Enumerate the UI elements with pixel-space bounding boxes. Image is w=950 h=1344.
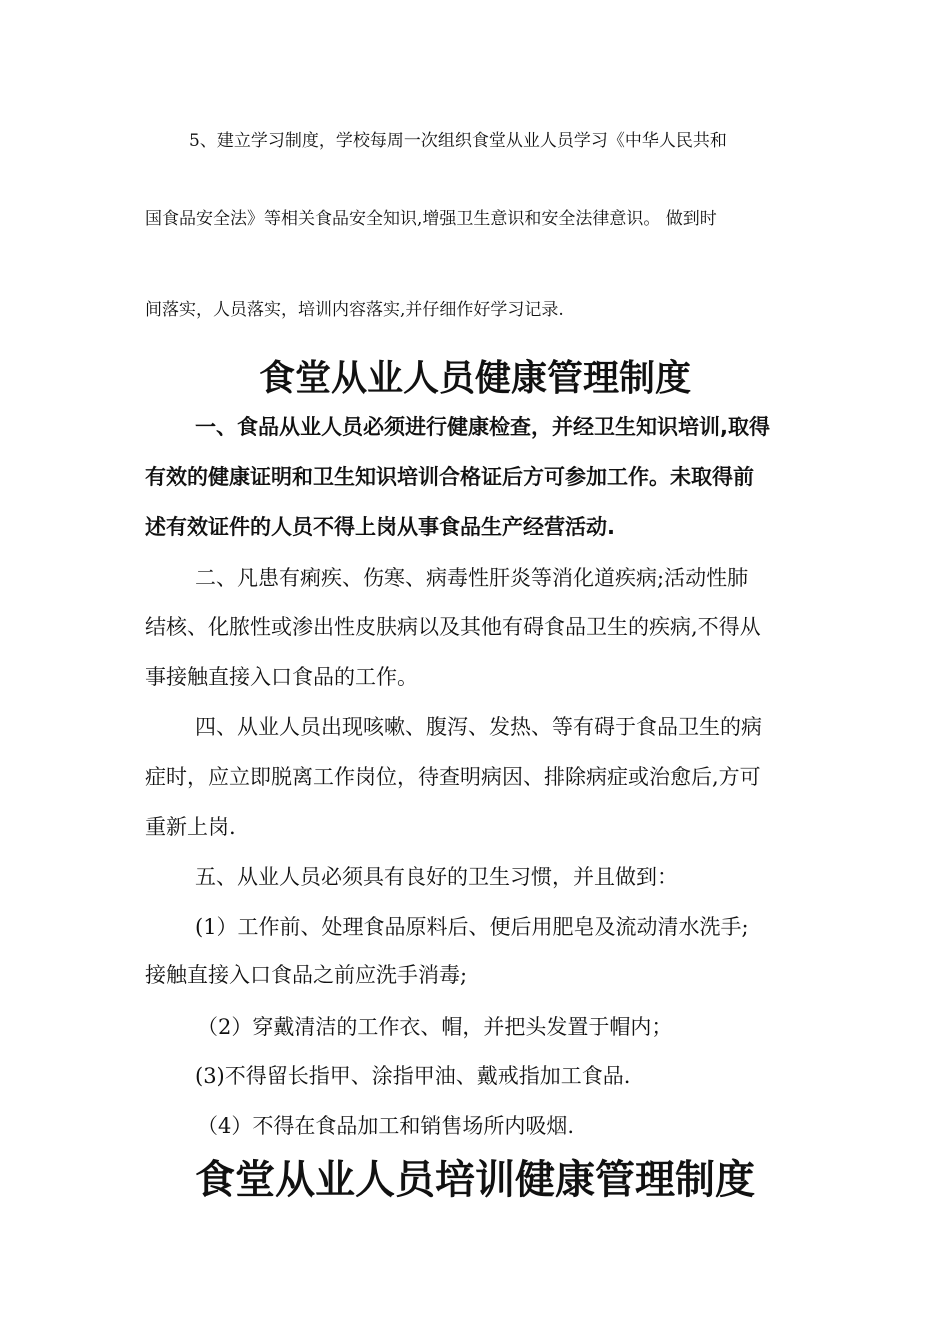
section5-line-2: 国食品安全法》等相关食品安全知识,增强卫生意识和安全法律意识。 做到时 [145,209,717,229]
item5-sub1-line-2: 接触直接入口食品之前应洗手消毒; [145,963,468,987]
item2-line-3: 事接触直接入口食品的工作。 [145,665,418,689]
item5-intro: 五、从业人员必须具有良好的卫生习惯，并且做到： [195,865,678,889]
item4-line-1: 四、从业人员出现咳嗽、腹泻、发热、等有碍于食品卫生的病 [195,715,762,739]
item5-sub1-line-1: (1）工作前、处理食品原料后、便后用肥皂及流动清水洗手; [195,915,749,939]
item4-line-2: 症时，应立即脱离工作岗位，待查明病因、排除病症或治愈后,方可 [145,765,761,789]
item5-sub3: (3)不得留长指甲、涂指甲油、戴戒指加工食品. [195,1064,631,1088]
item2-line-1: 二、凡患有痢疾、伤寒、病毒性肝炎等消化道疾病;活动性肺 [195,566,749,590]
health-management-title: 食堂从业人员健康管理制度 [258,358,691,399]
item5-sub4: （4）不得在食品加工和销售场所内吸烟. [197,1114,575,1138]
section5-line-3: 间落实，人员落实，培训内容落实,并仔细作好学习记录. [145,300,564,320]
item4-line-3: 重新上岗. [145,815,236,839]
item5-sub2: （2）穿戴清洁的工作衣、帽，并把头发置于帽内； [197,1015,673,1039]
item1-line-2: 有效的健康证明和卫生知识培训合格证后方可参加工作。未取得前 [145,465,754,489]
item1-line-3: 述有效证件的人员不得上岗从事食品生产经营活动. [145,515,615,539]
item2-line-2: 结核、化脓性或渗出性皮肤病以及其他有碍食品卫生的疾病,不得从 [145,615,761,639]
section5-line-1: 5、建立学习制度，学校每周一次组织食堂从业人员学习《中华人民共和 [189,131,727,151]
training-management-title: 食堂从业人员培训健康管理制度 [195,1156,755,1203]
item1-line-1: 一、食品从业人员必须进行健康检查，并经卫生知识培训,取得 [195,415,770,439]
